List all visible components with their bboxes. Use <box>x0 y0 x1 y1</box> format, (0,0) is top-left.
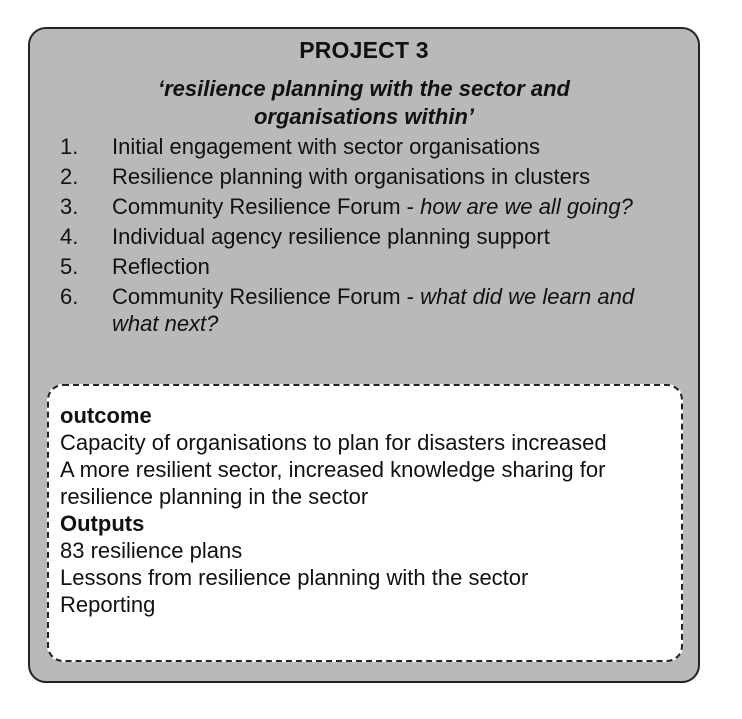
step-label: Reflection <box>112 254 210 279</box>
step-item <box>60 133 680 160</box>
step-text <box>112 223 680 250</box>
project-subtitle: ‘resilience planning with the sector and organisations within’ <box>158 76 570 129</box>
outcome-heading: outcome <box>60 403 152 428</box>
step-number: 1. <box>60 134 79 159</box>
step-item <box>60 253 680 280</box>
step-text <box>112 193 680 220</box>
step-italic-label: how are we all going? <box>420 194 633 219</box>
project-steps-list <box>60 133 680 340</box>
step-text <box>112 283 680 337</box>
output-line: Reporting <box>60 592 156 617</box>
step-label: Resilience planning with organisations in clusters <box>112 164 591 189</box>
step-label: Initial engagement with sector organisations <box>112 134 541 159</box>
step-label: Community Resilience Forum - <box>112 284 421 309</box>
outcome-line: Capacity of organisations to plan for disasters increased <box>60 430 607 455</box>
step-item <box>60 193 680 220</box>
step-number: 4. <box>60 224 79 249</box>
step-item <box>60 163 680 190</box>
project-3-box <box>28 27 700 683</box>
step-text <box>112 163 680 190</box>
step-label: Individual agency resilience planning support <box>112 224 550 249</box>
step-item <box>60 223 680 250</box>
step-text <box>112 253 680 280</box>
step-number: 5. <box>60 254 79 279</box>
step-label: Community Resilience Forum - <box>112 194 421 219</box>
step-item <box>60 283 680 337</box>
output-line: 83 resilience plans <box>60 538 243 563</box>
project-title: PROJECT 3 <box>299 37 429 63</box>
step-number: 3. <box>60 194 79 219</box>
outcome-line: A more resilient sector, increased knowledge sharing for resilience planning in the sector <box>60 457 606 509</box>
step-text <box>112 133 680 160</box>
step-number: 2. <box>60 164 79 189</box>
outcome-outputs-box <box>47 384 683 662</box>
outputs-heading: Outputs <box>60 511 145 536</box>
step-italic-label: what did we learn and what next? <box>112 284 635 336</box>
step-number: 6. <box>60 284 79 309</box>
output-line: Lessons from resilience planning with the sector <box>60 565 529 590</box>
